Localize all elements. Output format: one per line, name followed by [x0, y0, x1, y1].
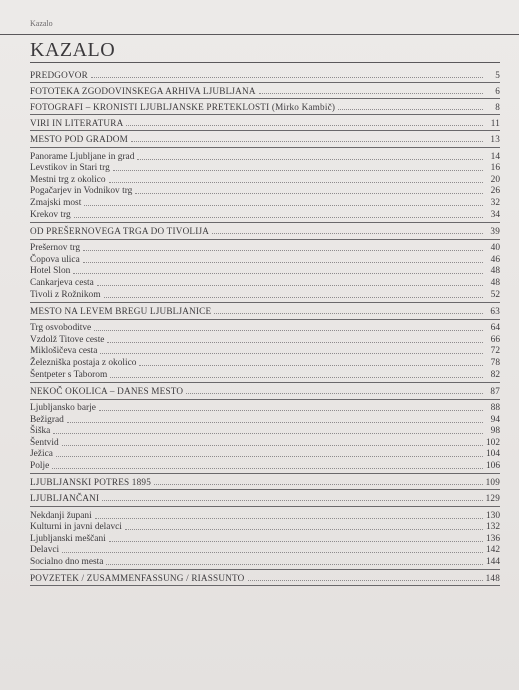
dot-leader	[83, 261, 483, 263]
toc-entry	[30, 323, 500, 333]
toc-entry	[30, 198, 500, 208]
entry-title: Šiška	[30, 426, 51, 437]
toc-section-entry	[30, 306, 500, 316]
dot-leader	[139, 364, 483, 366]
dot-leader	[73, 272, 483, 274]
toc-section	[30, 226, 500, 303]
dot-leader	[106, 563, 483, 565]
toc-section-entry	[30, 493, 500, 503]
section-page-number: 13	[490, 134, 500, 144]
dot-leader	[102, 499, 482, 501]
dot-leader	[100, 352, 483, 354]
entry-page-number: 102	[485, 437, 500, 448]
entry-title: Tivoli z Rožnikom	[30, 289, 101, 300]
dot-leader	[186, 392, 483, 394]
toc-section-entry	[30, 118, 500, 128]
dot-leader	[56, 455, 483, 457]
entry-title: Delavci	[30, 545, 60, 556]
dot-leader	[113, 169, 483, 171]
entry-page-number: 72	[490, 346, 500, 357]
section-title: OD PREŠERNOVEGA TRGA DO TIVOLIJA	[30, 225, 210, 236]
entry-page-number: 64	[490, 323, 500, 334]
entry-page-number: 136	[485, 533, 500, 544]
entry-title: Ljubljansko barje	[30, 403, 96, 414]
dot-leader	[137, 158, 483, 160]
entry-page-number: 52	[490, 289, 500, 300]
running-head: Kazalo	[30, 19, 53, 28]
entry-title: Ježica	[30, 449, 53, 460]
toc-section	[30, 477, 500, 490]
toc-entry	[30, 522, 500, 532]
entry-page-number: 78	[490, 357, 500, 368]
dot-leader	[259, 92, 483, 94]
entry-page-number: 98	[490, 426, 500, 437]
toc-entry	[30, 290, 500, 300]
dot-leader	[62, 551, 483, 553]
toc-section	[30, 573, 500, 586]
section-page-number: 63	[490, 305, 500, 316]
toc-section-entry	[30, 134, 500, 144]
entry-page-number: 144	[485, 557, 500, 568]
toc-section	[30, 102, 500, 115]
entry-page-number: 46	[490, 254, 500, 265]
toc-entry	[30, 152, 500, 162]
entry-page-number: 32	[490, 197, 500, 208]
dot-leader	[83, 249, 483, 251]
entry-title: Cankarjeva cesta	[30, 277, 94, 288]
dot-leader	[97, 284, 483, 286]
entry-title: Ljubljanski meščani	[30, 533, 106, 544]
section-page-number: 109	[485, 477, 500, 488]
entry-page-number: 132	[485, 522, 500, 533]
dot-leader	[62, 444, 483, 446]
entry-page-number: 34	[490, 209, 500, 220]
section-page-number: 5	[495, 70, 500, 80]
dot-leader	[109, 540, 483, 542]
entry-page-number: 40	[490, 243, 500, 254]
dot-leader	[67, 421, 483, 423]
section-page-number: 148	[485, 573, 500, 584]
dot-leader	[135, 192, 483, 194]
entry-title: Zmajski most	[30, 197, 82, 208]
dot-leader	[84, 204, 483, 206]
section-title: FOTOGRAFI – KRONISTI LJUBLJANSKE PRETEKLOSTI (Mirko Kambič)	[30, 102, 336, 112]
dot-leader	[107, 341, 483, 343]
dot-leader	[74, 216, 483, 218]
entry-title: Levstikov in Stari trg	[30, 163, 110, 174]
dot-leader	[94, 329, 483, 331]
toc-entry	[30, 255, 500, 265]
title-rule	[30, 62, 500, 63]
section-title: LJUBLJANČANI	[30, 493, 100, 504]
section-title: FOTOTEKA ZGODOVINSKEGA ARHIVA LJUBLJANA	[30, 86, 256, 96]
dot-leader	[131, 140, 483, 142]
entry-title: Trg osvoboditve	[30, 323, 92, 334]
entry-page-number: 104	[485, 449, 500, 460]
entry-title: Pogačarjev in Vodnikov trg	[30, 186, 133, 197]
toc-entry	[30, 545, 500, 555]
toc-entry	[30, 449, 500, 459]
entry-title: Šentpeter s Taborom	[30, 369, 108, 380]
dot-leader	[126, 124, 483, 126]
entry-title: Polje	[30, 461, 50, 472]
entry-page-number: 142	[485, 545, 500, 556]
section-title: MESTO POD GRADOM	[30, 134, 128, 144]
section-page-number: 129	[485, 493, 500, 504]
entry-title: Socialno dno mesta	[30, 557, 104, 568]
entry-title: Krekov trg	[30, 209, 71, 220]
dot-leader	[95, 517, 483, 519]
table-of-contents	[30, 70, 500, 586]
entry-title: Bežigrad	[30, 414, 64, 425]
toc-entry	[30, 426, 500, 436]
section-page-number: 8	[495, 102, 500, 112]
toc-entry	[30, 266, 500, 276]
dot-leader	[212, 232, 483, 234]
dot-leader	[125, 528, 483, 530]
toc-entry	[30, 438, 500, 448]
page-title: KAZALO	[30, 39, 116, 61]
entry-page-number: 26	[490, 186, 500, 197]
toc-section	[30, 118, 500, 131]
section-title: LJUBLJANSKI POTRES 1895	[30, 477, 151, 488]
toc-section-entry	[30, 386, 500, 396]
toc-entry	[30, 534, 500, 544]
entry-title: Železniška postaja z okolico	[30, 357, 137, 368]
toc-entry	[30, 243, 500, 253]
toc-section-entry	[30, 86, 500, 96]
toc-entry	[30, 346, 500, 356]
section-title: VIRI IN LITERATURA	[30, 118, 124, 128]
toc-entry	[30, 415, 500, 425]
toc-entry	[30, 210, 500, 220]
entry-page-number: 82	[490, 369, 500, 380]
dot-leader	[99, 409, 483, 411]
section-title: MESTO NA LEVEM BREGU LJUBLJANICE	[30, 305, 212, 316]
toc-entry	[30, 278, 500, 288]
toc-section	[30, 134, 500, 223]
dot-leader	[154, 483, 483, 485]
entry-page-number: 20	[490, 174, 500, 185]
entry-title: Mestni trg z okolico	[30, 174, 106, 185]
dot-leader	[52, 467, 483, 469]
toc-entry	[30, 163, 500, 173]
toc-entry	[30, 335, 500, 345]
entry-title: Kulturni in javni delavci	[30, 522, 122, 533]
toc-section-entry	[30, 573, 500, 583]
dot-leader	[110, 376, 483, 378]
toc-entry	[30, 358, 500, 368]
toc-section	[30, 70, 500, 83]
toc-entry	[30, 403, 500, 413]
dot-leader	[104, 296, 484, 298]
dot-leader	[248, 579, 483, 581]
toc-entry	[30, 461, 500, 471]
entry-title: Miklošičeva cesta	[30, 346, 98, 357]
toc-entry	[30, 175, 500, 185]
header-rule	[0, 34, 519, 35]
section-title: POVZETEK / ZUSAMMENFASSUNG / RIASSUNTO	[30, 573, 245, 584]
entry-page-number: 106	[485, 461, 500, 472]
entry-title: Šentvid	[30, 437, 59, 448]
toc-section	[30, 306, 500, 383]
toc-entry	[30, 511, 500, 521]
entry-title: Panorame Ljubljane in grad	[30, 151, 135, 162]
toc-section	[30, 493, 500, 570]
toc-section-entry	[30, 477, 500, 487]
section-title: NEKOČ OKOLICA – DANES MESTO	[30, 385, 184, 396]
section-page-number: 6	[495, 86, 500, 96]
toc-entry	[30, 186, 500, 196]
entry-page-number: 16	[490, 163, 500, 174]
toc-section-entry	[30, 102, 500, 112]
toc-section	[30, 386, 500, 475]
entry-page-number: 48	[490, 266, 500, 277]
entry-page-number: 48	[490, 277, 500, 288]
toc-entry	[30, 370, 500, 380]
entry-title: Vzdolž Titove ceste	[30, 334, 105, 345]
toc-section-entry	[30, 226, 500, 236]
dot-leader	[338, 108, 483, 110]
entry-title: Hotel Slon	[30, 266, 71, 277]
toc-section-entry	[30, 70, 500, 80]
dot-leader	[53, 432, 483, 434]
entry-page-number: 130	[485, 510, 500, 521]
entry-page-number: 88	[490, 403, 500, 414]
entry-page-number: 14	[490, 151, 500, 162]
section-page-number: 11	[490, 118, 500, 128]
section-title: PREDGOVOR	[30, 70, 88, 80]
entry-title: Prešernov trg	[30, 243, 81, 254]
dot-leader	[109, 181, 483, 183]
section-page-number: 87	[490, 385, 500, 396]
entry-title: Nekdanji župani	[30, 510, 92, 521]
entry-page-number: 66	[490, 334, 500, 345]
toc-entry	[30, 557, 500, 567]
toc-section	[30, 86, 500, 99]
entry-page-number: 94	[490, 414, 500, 425]
dot-leader	[214, 312, 483, 314]
dot-leader	[91, 76, 483, 78]
entry-title: Čopova ulica	[30, 254, 80, 265]
section-page-number: 39	[490, 225, 500, 236]
